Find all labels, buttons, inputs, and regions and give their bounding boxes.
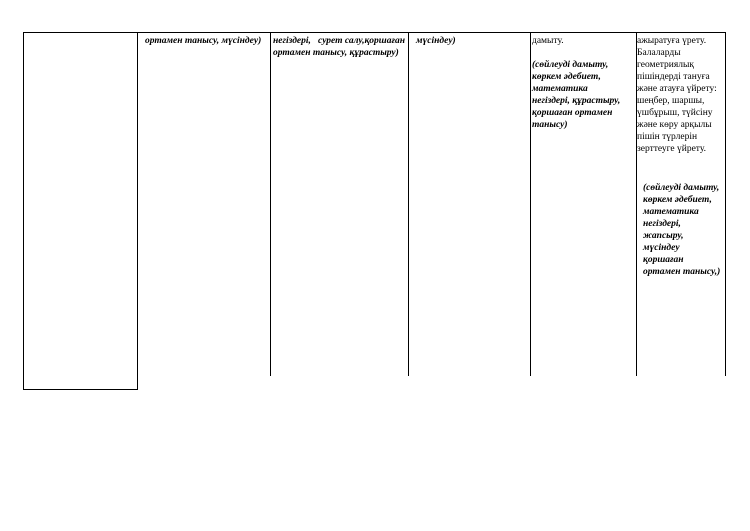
cell-col5-italic-text: (сөйлеуді дамыту, көркем әдебиет, математика негіздері, құрастыру, қоршаған ортамен танысу) (532, 60, 621, 130)
table-top-border (23, 32, 726, 33)
column-divider-1 (137, 32, 138, 390)
cell-col3 (273, 35, 408, 59)
first-column-bottom-border (23, 389, 137, 390)
cell-col6-plain-text: ажыратуға үрету. Балаларды геометриялық пішіндерді тануға және атауға үйрету: шеңбер, шаршы, үшбұрыш, түйсіну және көру арқылы пішін түрлерін зерттеуге үйрету. (637, 36, 717, 154)
cell-col4-text: мүсіндеу) (416, 36, 456, 46)
cell-col2-text: ортамен танысу, мүсіндеу) (145, 36, 262, 46)
cell-col4 (416, 35, 526, 47)
cell-col5-plain-text: дамыту. (532, 36, 564, 46)
cell-col5 (532, 35, 628, 131)
cell-col3-text: негіздері, сурет салу,қоршаған ортамен танысу, құрастыру) (273, 36, 408, 58)
table-left-border (23, 32, 24, 389)
cell-col6-italic-text: (сөйлеуді дамыту, көркем әдебиет, математика негіздері, жапсыру, мүсіндеу қоршаған ортамен танысу,) (643, 183, 721, 277)
cell-col6 (637, 35, 724, 278)
column-divider-2 (270, 32, 271, 376)
column-divider-3 (408, 32, 409, 376)
cell-col2 (145, 35, 267, 47)
column-divider-4 (530, 32, 531, 376)
table-right-border (725, 32, 726, 376)
